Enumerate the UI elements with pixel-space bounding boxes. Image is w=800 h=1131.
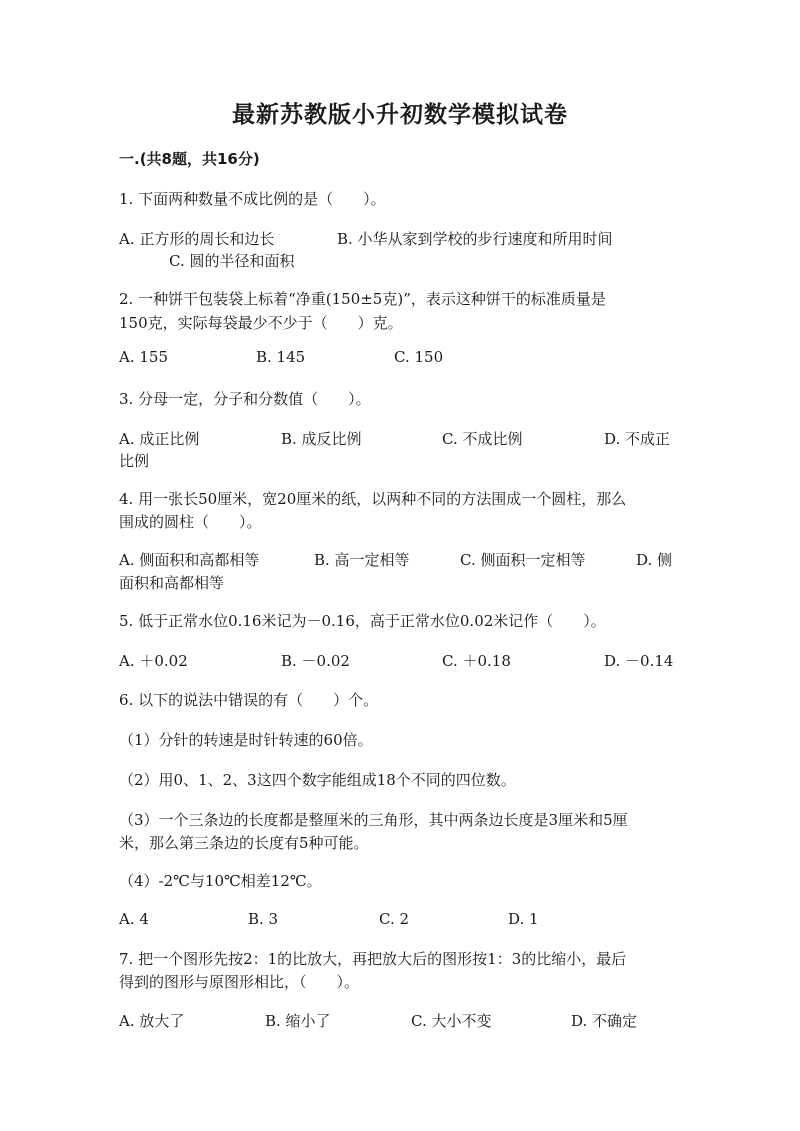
q4-option-b: B. 高一定相等	[314, 551, 410, 569]
question-2-text-cont: 150克，实际每袋最少不少于（ ）克。	[119, 314, 403, 332]
q2-option-c: C. 150	[394, 348, 444, 366]
q6-statement-2: （2）用0、1、2、3这四个数字能组成18个不同的四位数。	[119, 771, 516, 789]
page-title: 最新苏教版小升初数学模拟试卷	[232, 102, 568, 128]
question-4-text: 4. 用一张长50厘米，宽20厘米的纸，以两种不同的方法围成一个圆柱，那么	[119, 490, 627, 508]
q5-option-b: B. －0.02	[281, 652, 350, 670]
q1-option-a: A. 正方形的周长和边长	[119, 230, 275, 248]
q3-option-b: B. 成反比例	[281, 430, 362, 448]
question-1-text: 1. 下面两种数量不成比例的是（ ）。	[119, 190, 386, 208]
question-3-text: 3. 分母一定，分子和分数值（ ）。	[119, 390, 371, 408]
q6-statement-1: （1）分针的转速是时针转速的60倍。	[119, 731, 373, 749]
q3-option-d: D. 不成正	[604, 430, 671, 448]
q6-statement-4: （4）-2℃与10℃相差12℃。	[119, 872, 322, 890]
section-heading: 一.(共8题，共16分)	[119, 150, 260, 168]
question-4-text-cont: 围成的圆柱（ ）。	[119, 513, 262, 531]
q4-option-c: C. 侧面积一定相等	[460, 551, 586, 569]
q1-option-b: B. 小华从家到学校的步行速度和所用时间	[337, 230, 613, 248]
q6-statement-3-cont: 米，那么第三条边的长度有5种可能。	[119, 834, 369, 852]
q4-option-d-cont: 面积和高都相等	[119, 574, 225, 592]
q2-option-a: A. 155	[119, 348, 168, 366]
q6-option-d: D. 1	[508, 910, 539, 928]
q5-option-c: C. ＋0.18	[442, 652, 511, 670]
q3-option-a: A. 成正比例	[119, 430, 200, 448]
q2-option-b: B. 145	[256, 348, 306, 366]
q3-option-d-cont: 比例	[119, 452, 150, 470]
q6-option-b: B. 3	[248, 910, 279, 928]
q6-option-a: A. 4	[119, 910, 149, 928]
q7-option-a: A. 放大了	[119, 1012, 185, 1030]
q3-option-c: C. 不成比例	[442, 430, 523, 448]
question-6-text: 6. 以下的说法中错误的有（ ）个。	[119, 691, 379, 709]
question-2-text: 2. 一种饼干包装袋上标着“净重(150±5克)”，表示这种饼干的标准质量是	[119, 290, 606, 308]
q7-option-c: C. 大小不变	[411, 1012, 492, 1030]
q6-statement-3: （3）一个三条边的长度都是整厘米的三角形，其中两条边长度是3厘米和5厘	[119, 811, 628, 829]
q4-option-d: D. 侧	[636, 551, 673, 569]
q7-option-b: B. 缩小了	[265, 1012, 331, 1030]
q4-option-a: A. 侧面积和高都相等	[119, 551, 260, 569]
q7-option-d: D. 不确定	[571, 1012, 638, 1030]
q5-option-d: D. －0.14	[604, 652, 674, 670]
question-7-text: 7. 把一个图形先按2：1的比放大，再把放大后的图形按1：3的比缩小，最后	[119, 950, 627, 968]
q6-option-c: C. 2	[379, 910, 410, 928]
q1-option-c: C. 圆的半径和面积	[169, 252, 295, 270]
q5-option-a: A. ＋0.02	[119, 652, 188, 670]
question-7-text-cont: 得到的图形与原图形相比，（ ）。	[119, 973, 360, 991]
question-5-text: 5. 低于正常水位0.16米记为－0.16，高于正常水位0.02米记作（ ）。	[119, 612, 606, 630]
